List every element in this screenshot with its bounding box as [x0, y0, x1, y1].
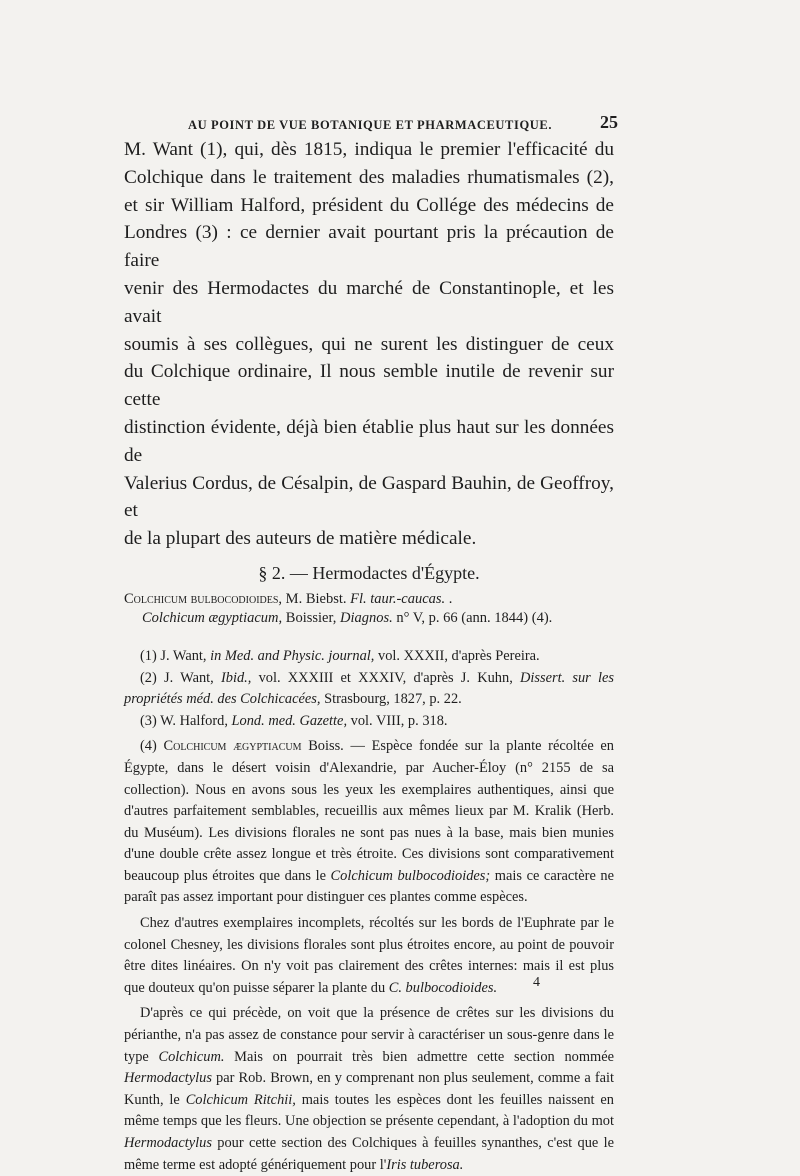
text-span: Mais on pourrait très bien admettre cette section nommée	[224, 1048, 614, 1065]
text-span: mais toutes les espèces dont les feuilles naissent en même temps que les fleurs. Une objection se présente cependant, à l'adoption du mot	[124, 1091, 614, 1130]
text-span: pour cette section des Colchiques à feuilles synanthes, c'est que le même terme est adopté génériquement pour l'	[124, 1135, 614, 1173]
text-span: Chez d'autres exemplaires incomplets, récoltés sur les bords de l'Euphrate par le colonel Chesney, les divisions florales sont plus étroites encore, au point de pouvoir être dites linéaires. On n'y voit pas clairement des crêtes internes: mais il est plus que douteux qu'on puisse séparer la plante du	[124, 915, 614, 996]
page-header	[124, 112, 618, 136]
taxon-name: Iris tuberosa.	[386, 1156, 464, 1173]
running-title: AU POINT DE VUE BOTANIQUE ET PHARMACEUTIQUE.	[188, 118, 553, 132]
taxon-name: Colchicum bulbocodioides;	[330, 867, 491, 884]
footnote-4	[124, 736, 614, 909]
page-body	[124, 136, 614, 1176]
text-span: Boiss. — Espèce fondée sur la plante récoltée en Égypte, dans le désert voisin d'Alexandrie, par Aucher-Éloy (n° 2155 de sa collection). Nous en avons sous les yeux les exemplaires authentiques, ainsi que d'autres parfaitement semblables, recueillis aux mêmes lieux par M. Kralik (Herb. du Muséum). Les divisions florales ne sont pas nues à la base, mais bien munies d'une double crête assez longue et très étroite. Ces divisions sont comparativement beaucoup plus étroites que dans le	[124, 738, 614, 884]
text-span: (4)	[140, 738, 164, 755]
main-line: Londres (3) : ce dernier avait pourtant pris la précaution de faire	[124, 222, 614, 272]
text-span: (2) J. Want,	[140, 669, 221, 686]
synonymy-line	[124, 590, 614, 609]
footnote-1	[124, 646, 614, 668]
main-line: venir des Hermodactes du marché de Constantinople, et les avait	[124, 277, 614, 327]
citation: Fl. taur.-caucas.	[350, 590, 446, 607]
text-span: mais ce caractère ne paraît pas assez important pour distinguer ces plantes comme espèces.	[124, 867, 615, 906]
footnote-3	[124, 711, 614, 733]
text-span: vol. VIII, p. 318.	[347, 712, 448, 729]
main-line: du Colchique ordinaire, Il nous semble inutile de revenir sur cette	[124, 361, 614, 411]
section-heading: § 2. — Hermodactes d'Égypte.	[258, 562, 480, 583]
main-line: de la plupart des auteurs de matière médicale.	[124, 528, 477, 550]
citation: Diagnos.	[339, 609, 393, 626]
citation: Ibid.,	[220, 669, 252, 686]
synonymy-line	[124, 609, 614, 628]
footnote-4-para-3	[124, 1003, 614, 1176]
taxon-name: Colchicum bulbocodioides,	[124, 590, 283, 607]
taxon-name: Hermodactylus	[124, 1135, 212, 1152]
taxon-name: C. bulbocodioides.	[388, 979, 498, 996]
text-span: M. Biebst.	[282, 590, 351, 607]
taxon-name: Hermodactylus	[124, 1070, 212, 1087]
taxon-name: Colchicum.	[158, 1048, 225, 1065]
text-span: vol. XXXIII et XXXIV, d'après J. Kuhn,	[251, 669, 520, 686]
citation: Lond. med. Gazette,	[231, 712, 348, 729]
text-span: par Rob. Brown, en y comprenant non plus seulement, comme a fait Kunth, le	[124, 1070, 614, 1108]
taxon-name: Colchicum ægyptiacum,	[142, 609, 283, 626]
main-line: Colchique dans le traitement des maladies rhumatismales (2),	[124, 166, 614, 188]
text-span: (3) W. Halford,	[140, 712, 232, 729]
text-span: D'après ce qui précède, on voit que la présence de crêtes sur les divisions du périanthe, n'a pas assez de constance pour servir à caractériser un sous-genre dans le type	[124, 1005, 614, 1065]
citation: in Med. and Physic. journal,	[210, 647, 375, 664]
taxon-name: Colchicum ægyptiacum	[163, 738, 302, 755]
text-span: .	[445, 590, 453, 607]
synonymy-block	[124, 590, 614, 628]
text-span: Strasbourg, 1827, p. 22.	[320, 691, 462, 708]
main-paragraph	[124, 136, 614, 553]
main-line: soumis à ses collègues, qui ne surent les distinguer de ceux	[124, 333, 614, 355]
text-span: n° V, p. 66 (ann. 1844) (4).	[392, 609, 553, 626]
page-number: 25	[600, 112, 618, 132]
signature-mark: 4	[533, 975, 540, 990]
text-span: vol. XXXII, d'après Pereira.	[374, 647, 540, 664]
text-span: Boissier,	[282, 609, 340, 626]
main-line: et sir William Halford, président du Collége des médecins de	[124, 194, 614, 216]
footnote-2	[124, 668, 614, 711]
taxon-name: Colchicum Ritchii,	[185, 1091, 296, 1108]
citation: Dissert. sur les propriétés méd. des Colchicacées,	[124, 669, 614, 708]
footnotes	[124, 646, 614, 1176]
text-span: (1) J. Want,	[140, 647, 211, 664]
main-line: Valerius Cordus, de Césalpin, de Gaspard Bauhin, de Geoffroy, et	[124, 472, 614, 522]
main-line: M. Want (1), qui, dès 1815, indiqua le premier l'efficacité du	[124, 139, 614, 160]
main-line: distinction évidente, déjà bien établie plus haut sur les données de	[124, 416, 614, 466]
footnote-4-para-2	[124, 913, 614, 999]
